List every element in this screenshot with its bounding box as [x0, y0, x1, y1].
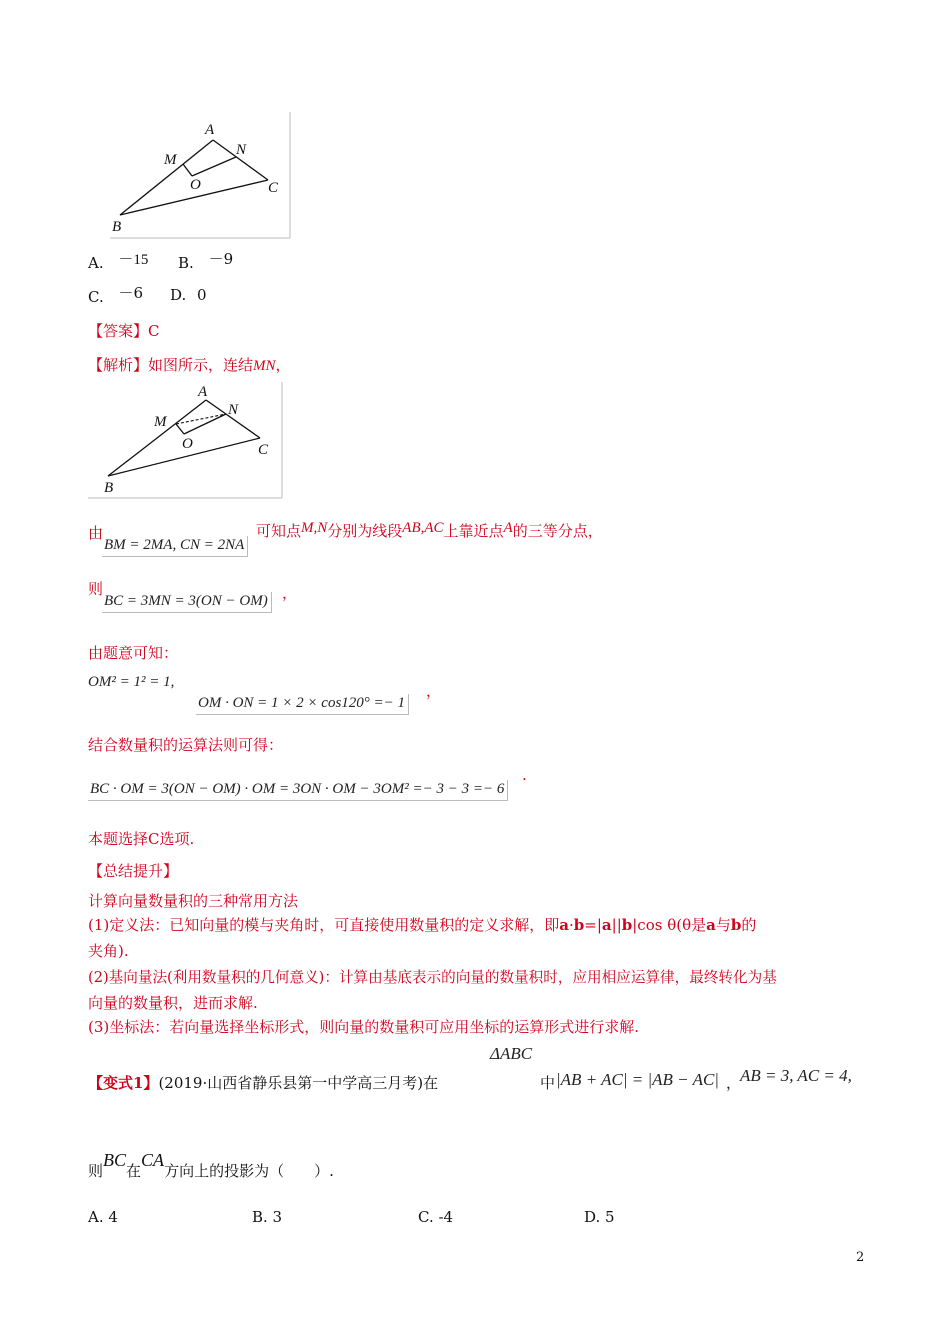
formula-om-squared: OM² = 1² = 1,: [88, 674, 175, 690]
label-c: C: [268, 180, 279, 196]
triangle-figure-1: [110, 112, 292, 240]
line-choose: 本题选择C选项.: [88, 830, 195, 848]
formula-bc-mn: BC = 3MN = 3(ON − OM): [102, 592, 272, 613]
summary-method-2: (2)基向量法(利用数量积的几何意义)：计算由基底表示的向量的数量积时，应用相应运算律，最终转化为基: [88, 969, 777, 986]
segment-mo: [183, 164, 192, 176]
summary-method-1-cont: 夹角).: [88, 942, 129, 960]
page-number: 2: [856, 1250, 865, 1265]
label-n: N: [228, 402, 239, 418]
label-m: M: [154, 414, 167, 430]
line-ze-suffix: ，: [282, 584, 298, 602]
variant-comma: ，: [726, 1074, 742, 1092]
summary-method-3: (3)坐标法：若向量选择坐标形式，则向量的数量积可应用坐标的运算形式进行求解.: [88, 1018, 640, 1036]
option2-c: C. -4: [418, 1208, 454, 1226]
segment-on: [192, 157, 236, 176]
answer-tag: 【答案】: [88, 322, 149, 340]
analysis-line: 【解析】如图所示，连结MN，: [88, 356, 291, 374]
segment-mo: [176, 424, 184, 434]
option-d: D. 0: [170, 286, 207, 304]
label-o: O: [182, 436, 193, 452]
summary-tag: 【总结提升】: [88, 862, 179, 880]
option2-a: A. 4: [88, 1208, 118, 1226]
line-you-text: 可知点M,N分别为线段AB,AC上靠近点A的三等分点，: [256, 520, 603, 540]
line-you-prefix: 由: [88, 524, 104, 542]
option2-d: D. 5: [584, 1208, 615, 1226]
formula-ab-ac-values: AB = 3, AC = 4,: [740, 1066, 852, 1085]
variant-zhong: 中: [540, 1074, 556, 1092]
answer-line: [88, 320, 160, 341]
line-calc-suffix: .: [522, 766, 527, 784]
segment-on: [184, 414, 226, 434]
summary-method-2-cont: 向量的数量积，进而求解.: [88, 994, 258, 1012]
line-ze-prefix: 则: [88, 580, 104, 598]
label-m: M: [164, 152, 177, 168]
variant-line: 【变式1】(2019·山西省静乐县第一中学高三月考)在: [88, 1074, 439, 1092]
formula-bm-cn: BM = 2MA, CN = 2NA: [102, 536, 248, 557]
line-known: 由题意可知：: [88, 644, 179, 662]
analysis-tag: 【解析】: [88, 356, 149, 374]
label-n: N: [236, 142, 247, 158]
label-b: B: [112, 219, 122, 235]
label-c: C: [258, 442, 269, 458]
label-a: A: [205, 122, 215, 138]
line-combine: 结合数量积的运算法则可得：: [88, 736, 284, 754]
summary-method-1: (1)定义法：已知向量的模与夹角时，可直接使用数量积的定义求解，即a·b=|a||b|cos θ(θ是a与b的: [88, 916, 757, 934]
option-b: B. －9: [178, 250, 234, 272]
variant-question: 则BC在CA方向上的投影为（ ）.: [88, 1150, 334, 1180]
formula-om-on: OM · ON = 1 × 2 × cos120° =− 1: [196, 694, 409, 715]
label-o: O: [190, 177, 201, 193]
summary-title: 计算向量数量积的三种常用方法: [88, 892, 299, 910]
label-b: B: [104, 480, 114, 496]
option-a: A. －15: [88, 252, 149, 272]
formula-ab-ac-abs: |AB + AC| = |AB − AC|: [556, 1070, 719, 1089]
option-c: C. －6: [88, 284, 144, 306]
answer-value: C: [148, 322, 160, 340]
formula-bc-om: BC · OM = 3(ON − OM) · OM = 3ON · OM − 3OM² =− 3 − 3 =− 6: [88, 780, 508, 801]
dashed-mn: [176, 414, 226, 424]
line-om-suffix: ，: [426, 682, 442, 700]
variant-tag: 【变式1】: [88, 1074, 159, 1092]
label-a: A: [198, 384, 208, 400]
triangle-figure-2: [88, 382, 284, 504]
option2-b: B. 3: [252, 1208, 283, 1226]
triangle-abc-label: ΔABC: [490, 1044, 533, 1063]
